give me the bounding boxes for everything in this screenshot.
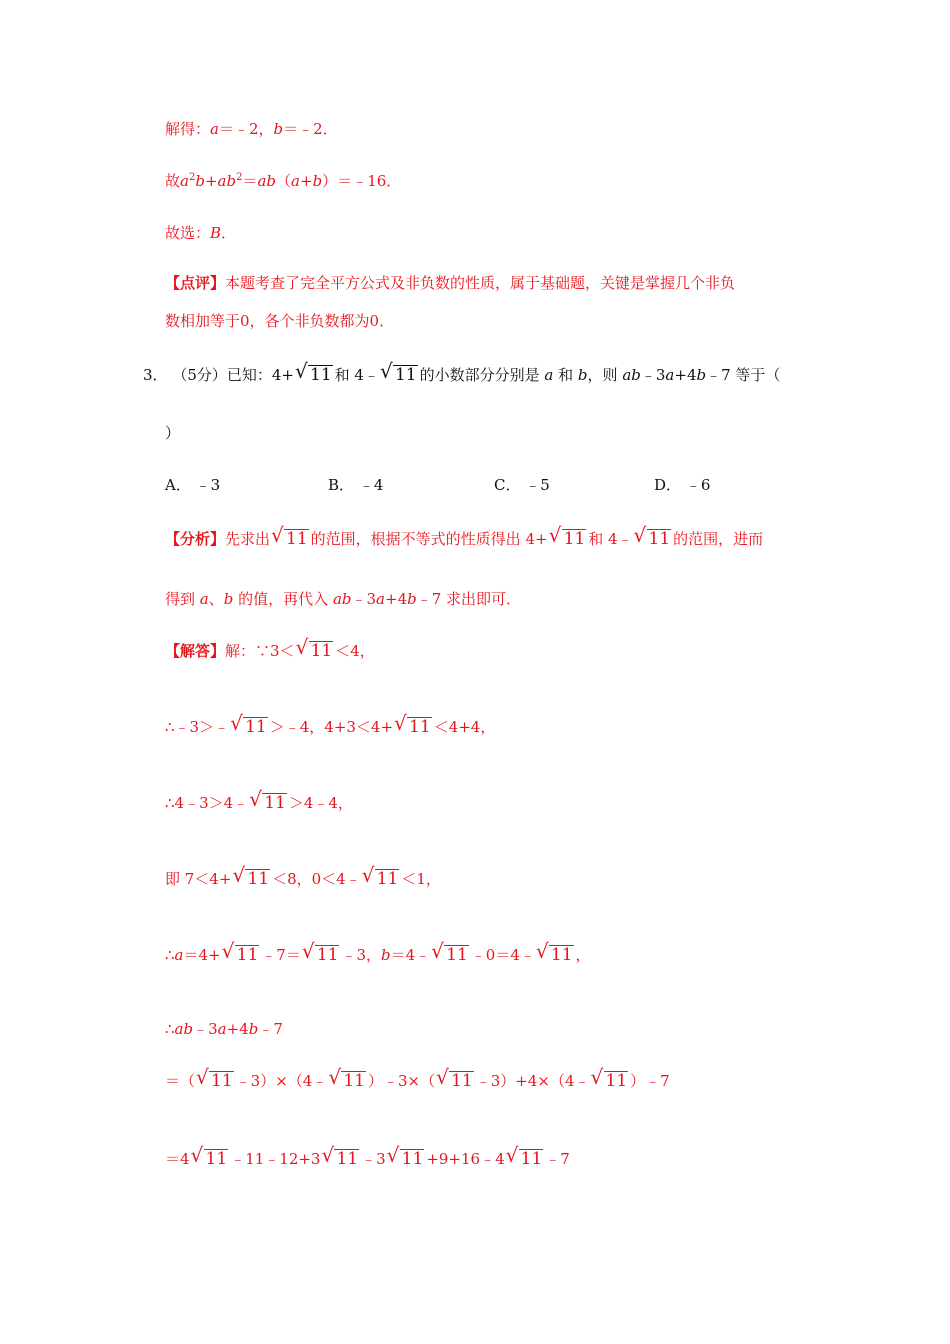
sqrt-symbol: √ 11 [328, 1070, 367, 1092]
analysis-line-1: 【分析】先求出√ 11 的范围，根据不等式的性质得出 4+√ 11 和 4﹣√ 11 的范围，进而 [165, 528, 763, 550]
sqrt-symbol: √ 11 [549, 528, 588, 550]
sqrt-symbol: √ 11 [506, 1148, 545, 1170]
solve-line: 解得：a＝﹣2，b＝﹣2． [165, 120, 338, 138]
sqrt-symbol: √ 11 [196, 1070, 235, 1092]
sqrt-symbol: √ 11 [431, 944, 470, 966]
option-d[interactable]: D． ﹣6 [654, 476, 711, 494]
sqrt-symbol: √ 11 [230, 716, 269, 738]
answer-tag: 【解答】 [165, 642, 226, 660]
sqrt-symbol: √ 11 [296, 640, 335, 662]
hence-line: 故$a^2b+ab^2=ab(a+b)=﹣16$． [165, 172, 402, 190]
sqrt-symbol: √ 11 [536, 944, 575, 966]
sqrt-symbol: √ 11 [380, 364, 419, 386]
option-a[interactable]: A． ﹣3 [165, 476, 221, 494]
sqrt-symbol: √ 11 [191, 1148, 230, 1170]
sqrt-symbol: √ 11 [302, 944, 341, 966]
choice-line: 故选：B． [165, 224, 237, 242]
comment-line-1: 【点评】本题考查了完全平方公式及非负数的性质，属于基础题，关键是掌握几个非负 [165, 274, 736, 292]
sqrt-symbol: √ 11 [387, 1148, 426, 1170]
comment-line-2: 数相加等于0，各个非负数都为0． [165, 312, 395, 330]
sqrt-symbol: √ 11 [222, 944, 261, 966]
answer-step-3: 即 7＜4+√ 11 ＜8，0＜4﹣√ 11 ＜1， [165, 868, 441, 890]
analysis-tag: 【分析】 [165, 530, 226, 548]
sqrt-symbol: √ 11 [591, 1070, 630, 1092]
sqrt-symbol: √ 11 [295, 364, 334, 386]
answer-line-1: 【解答】解：∵3＜√ 11 ＜4， [165, 640, 375, 662]
answer-step-5: ∴ab﹣3a+4b﹣7 [165, 1020, 283, 1038]
answer-step-4: ∴a＝4+√ 11 ﹣7＝√ 11 ﹣3，b＝4﹣√ 11 ﹣0＝4﹣√ 11 ， [165, 944, 591, 966]
comment-tag: 【点评】 [165, 274, 226, 292]
question-stem: 3． （5分）已知：4+√ 11 和 4﹣√ 11 的小数部分分别是 a 和 b，则 ab﹣3a+4b﹣7 等于（ [143, 364, 780, 386]
sqrt-symbol: √ 11 [249, 792, 288, 814]
option-c[interactable]: C． ﹣5 [494, 476, 550, 494]
answer-step-7: ＝4√ 11 ﹣11﹣12+3√ 11 ﹣3√ 11 +9+16﹣4√ 11 ﹣7 [165, 1148, 570, 1170]
question-close: ） [165, 424, 181, 442]
answer-step-2: ∴4﹣3＞4﹣√ 11 ＞4﹣4， [165, 792, 353, 814]
answer-step-1: ∴﹣3＞﹣√ 11 ＞﹣4，4+3＜4+√ 11 ＜4+4， [165, 716, 495, 738]
sqrt-symbol: √ 11 [271, 528, 310, 550]
sqrt-symbol: √ 11 [394, 716, 433, 738]
option-b[interactable]: B． ﹣4 [328, 476, 384, 494]
sqrt-symbol: √ 11 [321, 1148, 360, 1170]
analysis-line-2: 得到 a、b 的值，再代入 ab﹣3a+4b﹣7 求出即可． [165, 590, 522, 608]
sqrt-symbol: √ 11 [436, 1070, 475, 1092]
sqrt-symbol: √ 11 [634, 528, 673, 550]
sqrt-symbol: √ 11 [362, 868, 401, 890]
sqrt-symbol: √ 11 [232, 868, 271, 890]
answer-step-6: ＝（√ 11 ﹣3）×（4﹣√ 11 ）﹣3×（√ 11 ﹣3）+4×（4﹣√ 11 ）﹣7 [165, 1070, 670, 1092]
